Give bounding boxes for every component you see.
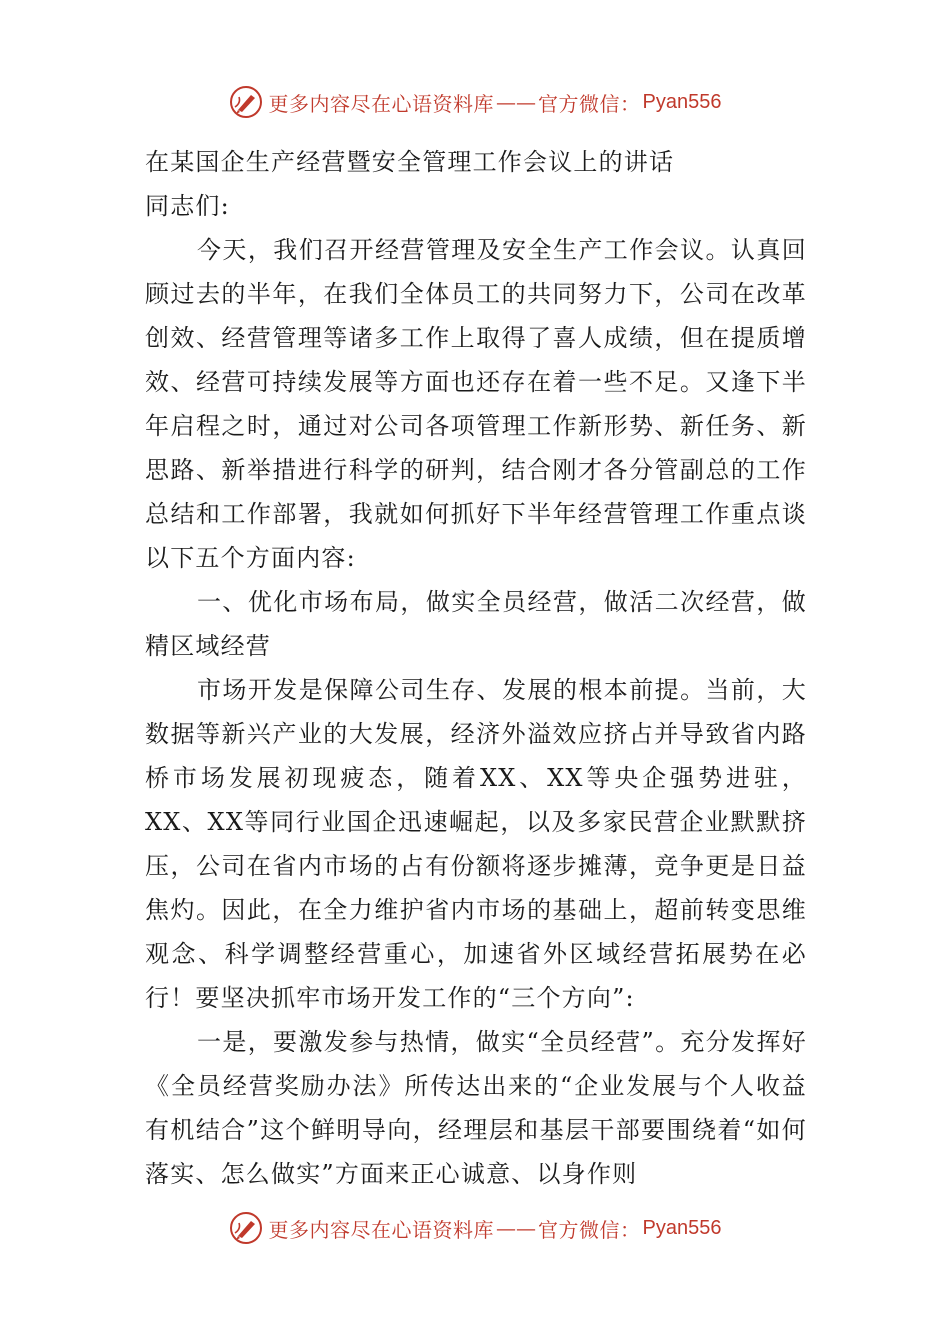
paragraph-market: 市场开发是保障公司生存、发展的根本前提。当前，大数据等新兴产业的大发展，经济外溢效应挤占并导致省内路桥市场发展初现疲态，随着XX、XX等央企强势进驻，XX、XX等同行业国企迅速崛起，以及多家民营企业默默挤压，公司在省内市场的占有份额将逐步摊薄，竞争更是日益焦灼。因此，在全力维护省内市场的基础上，超前转变思维观念、科学调整经营重心，加速省外区域经营拓展势在必行！要坚决抓牢市场开发工作的“三个方向”: [145, 676, 807, 1012]
banner-separator: —— [496, 1216, 537, 1240]
paragraph-intro: 今天，我们召开经营管理及安全生产工作会议。认真回顾过去的半年，在我们全体员工的共同努力下，公司在改革创效、经营管理等诸多工作上取得了喜人成绩，但在提质增效、经营可持续发展等方面也还存在着一些不足。又逢下半年启程之时，通过对公司各项管理工作新形势、新任务、新思路、新举措进行科学的研判，结合刚才各分管副总的工作总结和工作部署，我就如何抓好下半年经营管理工作重点谈以下五个方面内容: [145, 236, 807, 572]
section-heading-1: 一、优化市场布局，做实全员经营，做活二次经营，做精区域经营 [145, 588, 807, 660]
banner-text: 更多内容尽在心语资料库 [268, 91, 495, 116]
salutation: 同志们: [145, 192, 230, 220]
banner-handle: Pyan556 [642, 1216, 722, 1239]
banner-handle: Pyan556 [642, 90, 722, 113]
banner-label: 官方微信： [538, 1217, 641, 1242]
footer-watermark-banner [0, 1208, 950, 1248]
header-watermark-banner [0, 82, 950, 122]
pen-logo-icon [229, 1211, 263, 1245]
document-title: 在某国企生产经营暨安全管理工作会议上的讲话 [145, 148, 675, 176]
pen-logo-icon [229, 85, 263, 119]
document-body [145, 140, 807, 1196]
banner-label: 官方微信： [538, 91, 641, 116]
paragraph-point-1: 一是，要激发参与热情，做实“全员经营”。充分发挥好《全员经营奖励办法》所传达出来的“企业发展与个人收益有机结合”这个鲜明导向，经理层和基层干部要围绕着“如何落实、怎么做实”方面来正心诚意、以身作则 [145, 1028, 807, 1188]
banner-separator: —— [496, 90, 537, 114]
banner-text: 更多内容尽在心语资料库 [268, 1217, 495, 1242]
